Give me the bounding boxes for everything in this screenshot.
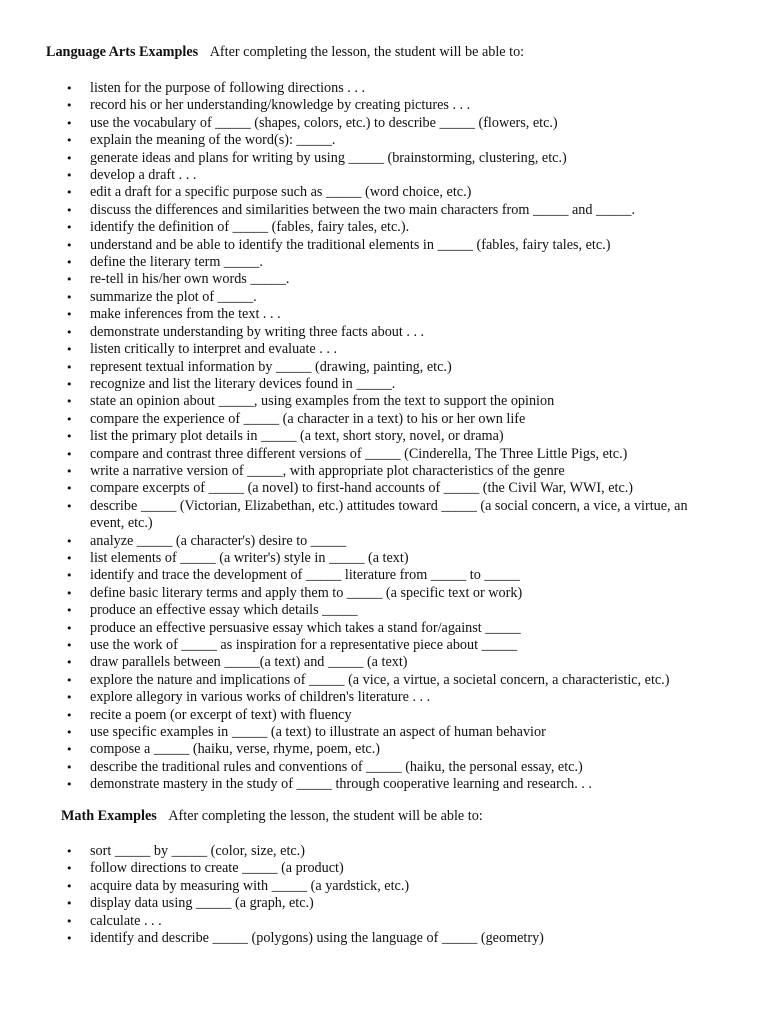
list-item: • make inferences from the text . . . [66, 306, 716, 323]
list-item: • generate ideas and plans for writing by using _____ (brainstorming, clustering, etc.) [66, 150, 716, 167]
list-item: • describe _____ (Victorian, Elizabethan, etc.) attitudes toward _____ (a social concern, a vice, a virtue, an event, etc.) [66, 498, 716, 533]
list-item: • use the vocabulary of _____ (shapes, colors, etc.) to describe _____ (flowers, etc.) [66, 115, 716, 132]
math-intro: After completing the lesson, the student will be able to: [168, 808, 483, 824]
list-item: • calculate . . . [66, 913, 716, 930]
list-item: • recognize and list the literary devices found in _____. [66, 376, 716, 393]
list-item: • describe the traditional rules and conventions of _____ (haiku, the personal essay, etc.) [66, 759, 716, 776]
list-item: • acquire data by measuring with _____ (a yardstick, etc.) [66, 878, 716, 895]
list-item: • discuss the differences and similarities between the two main characters from _____ and _____. [66, 202, 716, 219]
list-item: • demonstrate mastery in the study of _____ through cooperative learning and research. . . [66, 776, 716, 793]
list-item: • state an opinion about _____, using examples from the text to support the opinion [66, 393, 716, 410]
list-item: • listen for the purpose of following directions . . . [66, 80, 716, 97]
list-item: • compare the experience of _____ (a character in a text) to his or her own life [66, 411, 716, 428]
list-item: • explore allegory in various works of children's literature . . . [66, 689, 716, 706]
list-item: • demonstrate understanding by writing three facts about . . . [66, 324, 716, 341]
list-item: • analyze _____ (a character's) desire to _____ [66, 533, 716, 550]
list-item: • develop a draft . . . [66, 167, 716, 184]
list-item: • understand and be able to identify the traditional elements in _____ (fables, fairy tales, etc.) [66, 237, 716, 254]
list-item: • produce an effective persuasive essay which takes a stand for/against _____ [66, 620, 716, 637]
list-item: • compare excerpts of _____ (a novel) to first-hand accounts of _____ (the Civil War, WWI, etc.) [66, 480, 716, 497]
language-arts-intro: After completing the lesson, the student will be able to: [209, 44, 525, 60]
list-item: • represent textual information by _____ (drawing, painting, etc.) [66, 359, 716, 376]
list-item: • re-tell in his/her own words _____. [66, 271, 716, 288]
list-item: • recite a poem (or excerpt of text) with fluency [66, 707, 716, 724]
list-item: • list elements of _____ (a writer's) style in _____ (a text) [66, 550, 716, 567]
list-item: • follow directions to create _____ (a product) [66, 860, 716, 877]
math-list [66, 843, 716, 947]
list-item: • record his or her understanding/knowledge by creating pictures . . . [66, 97, 716, 114]
list-item: • listen critically to interpret and evaluate . . . [66, 341, 716, 358]
list-item: • define basic literary terms and apply them to _____ (a specific text or work) [66, 585, 716, 602]
list-item: • summarize the plot of _____. [66, 289, 716, 306]
list-item: • identify the definition of _____ (fables, fairy tales, etc.). [66, 219, 716, 236]
list-item: • define the literary term _____. [66, 254, 716, 271]
list-item: • display data using _____ (a graph, etc.) [66, 895, 716, 912]
language-arts-list [66, 80, 716, 794]
math-title: Math Examples [61, 808, 157, 824]
list-item: • use the work of _____ as inspiration for a representative piece about _____ [66, 637, 716, 654]
list-item: • explore the nature and implications of _____ (a vice, a virtue, a societal concern, a characteristic, etc.) [66, 672, 716, 689]
language-arts-heading [46, 44, 524, 61]
language-arts-title: Language Arts Examples [46, 44, 199, 60]
list-item: • identify and describe _____ (polygons) using the language of _____ (geometry) [66, 930, 716, 947]
list-item: • compare and contrast three different versions of _____ (Cinderella, The Three Little Pigs, etc.) [66, 446, 716, 463]
list-item: • edit a draft for a specific purpose such as _____ (word choice, etc.) [66, 184, 716, 201]
list-item: • explain the meaning of the word(s): _____. [66, 132, 716, 149]
list-item: • draw parallels between _____(a text) and _____ (a text) [66, 654, 716, 671]
list-item: • sort _____ by _____ (color, size, etc.) [66, 843, 716, 860]
list-item: • compose a _____ (haiku, verse, rhyme, poem, etc.) [66, 741, 716, 758]
list-item: • list the primary plot details in _____ (a text, short story, novel, or drama) [66, 428, 716, 445]
list-item: • write a narrative version of _____, with appropriate plot characteristics of the genre [66, 463, 716, 480]
list-item: • identify and trace the development of _____ literature from _____ to _____ [66, 567, 716, 584]
list-item: • use specific examples in _____ (a text) to illustrate an aspect of human behavior [66, 724, 716, 741]
list-item: • produce an effective essay which details _____ [66, 602, 716, 619]
math-heading [61, 808, 483, 825]
